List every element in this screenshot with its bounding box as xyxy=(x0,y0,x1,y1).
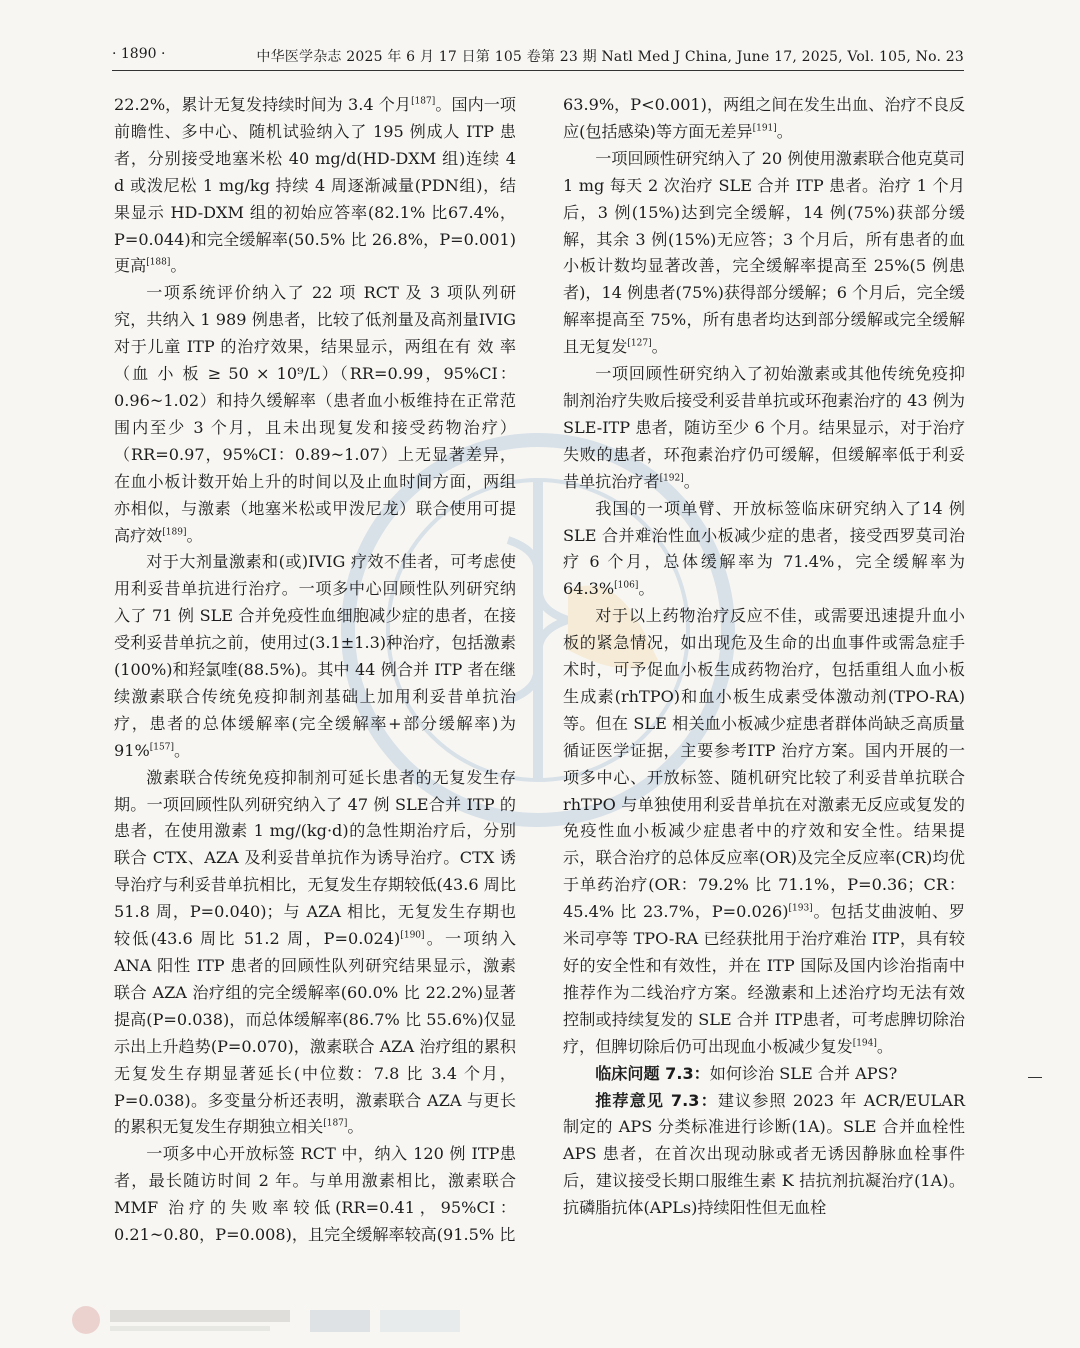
citation-ref: [192] xyxy=(659,473,684,484)
citation-ref: [188] xyxy=(146,258,171,269)
page-number: · 1890 · xyxy=(112,46,166,62)
left-column xyxy=(114,92,516,1249)
citation-ref: [127] xyxy=(627,338,652,349)
paragraph: 一项系统评价纳入了 22 项 RCT 及 3 项队列研究，共纳入 1 989 例患者，比较了低剂量及高剂量IVIG 对于儿童 ITP 的治疗效果，结果显示，两组在有 效 率（血 小 板 ≥ 50 × 10⁹/L）（RR=0.99，95%CI：0.96~1.02）和持久缓解率（患者血小板维持在正常范围内至少 3 个月，且未出现复发和接受药物治疗）（RR=0.97，95%CI：0.89~1.07）上无显著差异，在血小板计数开始上升的时间以及止血时间方面，两组亦相似，与激素（地塞米松或甲泼尼龙）联合使用可提高疗效[189]。 xyxy=(114,283,516,545)
paragraph: 对于以上药物治疗反应不佳，或需要迅速提升血小板的紧急情况，如出现危及生命的出血事件或需急症手术时，可予促血小板生成药物治疗，包括重组人血小板生成素(rhTPO)和血小板生成素受体激动剂(TPO-RA)等。但在 SLE 相关血小板减少症患者群体尚缺乏高质量循证医学证据，主要参考ITP 治疗方案。国内开展的一项多中心、开放标签、随机研究比较了利妥昔单抗联合 rhTPO 与单独使用利妥昔单抗在对激素无反应或复发的免疫性血小板减少症患者中的疗效和安全性。结果提示，联合治疗的总体反应率(OR)及完全反应率(CR)均优于单药治疗(OR：79.2% 比 71.1%，P=0.36；CR：45.4% 比 23.7%，P=0.026)[193]。包括艾曲波帕、罗米司亭等 TPO-RA 已经获批用于治疗难治 ITP，具有较好的安全性和有效性，并在 ITP 国际及国内诊治指南中推荐作为二线治疗方案。经激素和上述治疗均无法有效控制或持续复发的 SLE 合并 ITP患者，可考虑脾切除治疗，但脾切除后仍可出现血小板减少复发[194]。 xyxy=(563,606,965,1056)
citation-ref: [106] xyxy=(614,580,639,591)
paragraph: 一项回顾性研究纳入了 20 例使用激素联合他克莫司 1 mg 每天 2 次治疗 SLE 合并 ITP 患者。治疗 1 个月后，3 例(15%)达到完全缓解，14 例(75%)获部分缓解，其余 3 例(15%)无应答；3 个月后，所有患者的血小板计数均显著改善，完全缓解率提高至 25%(5 例患者)，14 例患者(75%)获得部分缓解；6 个月后，完全缓解率提高至 75%，所有患者均达到部分缓解或完全缓解且无复发[127]。 xyxy=(563,148,965,357)
paragraph: 我国的一项单臂、开放标签临床研究纳入了14 例 SLE 合并难治性血小板减少症的患者，接受西罗莫司治疗 6 个月，总体缓解率为 71.4%，完全缓解率为 64.3%[106]。 xyxy=(563,498,965,599)
paragraph: 一项多中心开放标签 RCT 中，纳入 120 例 ITP患者，最长随访时间 2 年。与单用激素相比，激素联合 MMF 治疗的失败率较低(RR=0.41，95%CI：0.21~0.80，P=0.008)，且完全缓解率较高(91.5% 比 xyxy=(114,1144,516,1245)
citation-ref: [157] xyxy=(149,742,174,753)
citation-ref: [191] xyxy=(752,123,777,134)
citation-ref: [194] xyxy=(852,1038,877,1049)
citation-ref: [187] xyxy=(411,96,436,107)
citation-ref: [187] xyxy=(323,1119,348,1130)
paragraph: 对于大剂量激素和(或)IVIG 疗效不佳者，可考虑使用利妥昔单抗进行治疗。一项多中心回顾性队列研究纳入了 71 例 SLE 合并免疫性血细胞减少症的患者，在接受利妥昔单抗之前，使用过(3.1±1.3)种治疗，包括激素(100%)和羟氯喹(88.5%)。其中 44 例合并 ITP 者在继续激素联合传统免疫抑制剂基础上加用利妥昔单抗治疗，患者的总体缓解率(完全缓解率+部分缓解率)为 91%[157]。 xyxy=(114,552,516,760)
recommendation-label: 推荐意见 7.3： xyxy=(595,1090,718,1110)
citation-ref: [190] xyxy=(400,930,425,941)
journal-citation: 中华医学杂志 2025 年 6 月 17 日第 105 卷第 23 期 Natl Med J China, June 17, 2025, Vol. 105, No. 23 xyxy=(256,49,964,65)
paragraph: 22.2%，累计无复发持续时间为 3.4 个月[187]。国内一项前瞻性、多中心、随机试验纳入了 195 例成人 ITP 患者，分别接受地塞米松 40 mg/d(HD-DXM 组)连续 4 d 或泼尼松 1 mg/kg 持续 4 周逐渐减量(PDN组)，结果显示 HD-DXM 组的初始应答率(82.1% 比67.4%，P=0.044)和完全缓解率(50.5% 比 26.8%，P=0.001)更高[188]。 xyxy=(114,95,517,276)
right-column xyxy=(563,92,965,1222)
paragraph: 一项回顾性研究纳入了初始激素或其他传统免疫抑制剂治疗失败后接受利妥昔单抗或环孢素治疗的 43 例为 SLE-ITP 患者，随访至少 6 个月。结果显示，对于治疗失败的患者，环孢素治疗仍可缓解，但缓解率低于利妥昔单抗治疗者[192]。 xyxy=(563,364,965,491)
running-header xyxy=(112,40,964,71)
citation-ref: [193] xyxy=(788,903,813,914)
recommendation: 推荐意见 7.3：建议参照 2023 年 ACR/EULAR 制定的 APS 分类标准进行诊断(1A)。SLE 合并血栓性 APS 患者，在首次出现动脉或者无诱因静脉血栓事件后，建议接受长期口服维生素 K 拮抗剂抗凝治疗(1A)。抗磷脂抗体(APLs)持续阳性但无血栓 xyxy=(563,1090,965,1218)
citation-ref: [189] xyxy=(162,527,187,538)
clinical-question: 临床问题 7.3：如何诊治 SLE 合并 APS? xyxy=(595,1063,898,1083)
margin-mark xyxy=(1028,1077,1042,1078)
paragraph: 激素联合传统免疫抑制剂可延长患者的无复发生存期。一项回顾性队列研究纳入了 47 例 SLE合并 ITP 的患者，在使用激素 1 mg/(kg·d)的急性期治疗后，分别联合 CTX、AZA 及利妥昔单抗作为诱导治疗。CTX 诱导治疗与利妥昔单抗相比，无复发生存期较低(43.6 周比 51.8 周，P=0.040)；与 AZA 相比，无复发生存期也较低(43.6 周比 51.2 周，P=0.024)[190]。一项纳入 ANA 阳性 ITP 患者的回顾性队列研究结果显示，激素联合 AZA 治疗组的完全缓解率(60.0% 比 22.2%)显著提高(P=0.038)，而总体缓解率(86.7% 比 55.6%)仅显示出上升趋势(P=0.070)，激素联合 AZA 治疗组的累积无复发生存期显著延长(中位数：7.8 比 3.4 个月，P=0.038)。多变量分析还表明，激素联合 AZA 与更长的累积无复发生存期独立相关[187]。 xyxy=(114,767,516,1137)
publisher-logo-icon xyxy=(70,1302,470,1338)
paragraph: 63.9%，P<0.001)，两组之间在发生出血、治疗不良反应(包括感染)等方面无差异[191]。 xyxy=(563,95,965,141)
clinical-question-label: 临床问题 7.3： xyxy=(595,1063,710,1083)
